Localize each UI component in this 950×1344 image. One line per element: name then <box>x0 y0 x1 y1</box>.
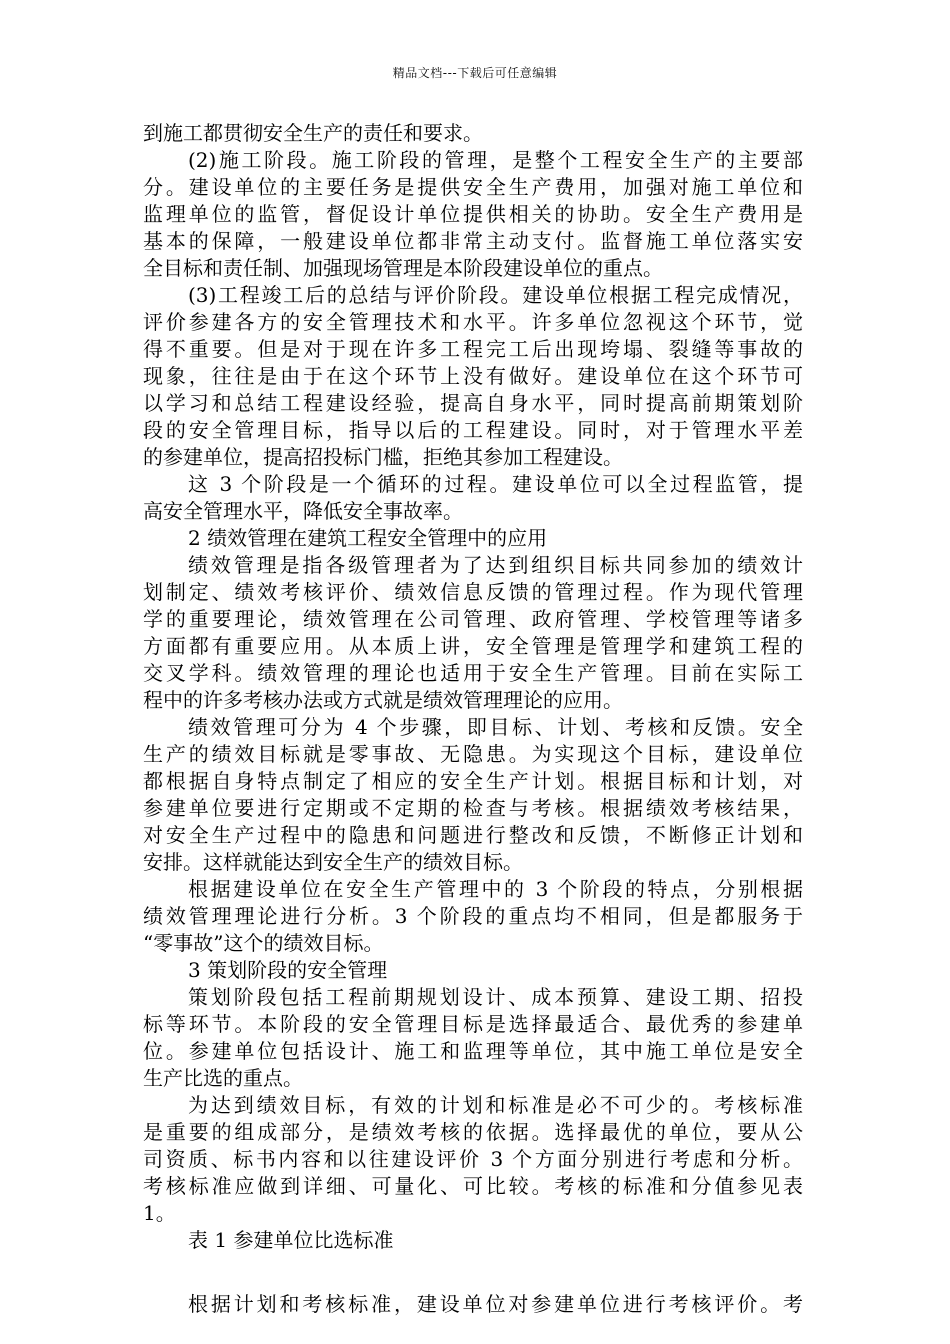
text-line: 绩效管理可分为 4 个步骤，即目标、计划、考核和反馈。安全 <box>188 715 803 739</box>
text-line: 监理单位的监管，督促设计单位提供相关的协助。安全生产费用是 <box>143 202 803 226</box>
text-line: 都根据自身特点制定了相应的安全生产计划。根据目标和计划，对 <box>143 769 803 793</box>
text-line: 1。 <box>143 1201 176 1225</box>
text-line: 得不重要。但是对于现在许多工程完工后出现垮塌、裂缝等事故的 <box>143 337 803 361</box>
text-line: (3)工程竣工后的总结与评价阶段。建设单位根据工程完成情况， <box>188 283 803 307</box>
text-line: 段的安全管理目标，指导以后的工程建设。同时，对于管理水平差 <box>143 418 803 442</box>
text-line: 高安全管理水平，降低安全事故率。 <box>143 499 463 523</box>
text-line: 以学习和总结工程建设经验，提高自身水平，同时提高前期策划阶 <box>143 391 803 415</box>
text-line: (2)施工阶段。施工阶段的管理，是整个工程安全生产的主要部 <box>188 148 803 172</box>
text-line: 位。参建单位包括设计、施工和监理等单位，其中施工单位是安全 <box>143 1039 803 1063</box>
text-line: 为达到绩效目标，有效的计划和标准是必不可少的。考核标准 <box>188 1093 803 1117</box>
blank-space <box>143 1254 803 1291</box>
text-line: 根据计划和考核标准，建设单位对参建单位进行考核评价。考 <box>188 1292 803 1316</box>
text-line: 司资质、标书内容和以往建设评价 3 个方面分别进行考虑和分析。 <box>143 1147 803 1171</box>
text-line: 根据建设单位在安全生产管理中的 3 个阶段的特点，分别根据 <box>188 877 803 901</box>
text-line: 程中的许多考核办法或方式就是绩效管理理论的应用。 <box>143 688 623 712</box>
text-line: 对安全生产过程中的隐患和问题进行整改和反馈，不断修正计划和 <box>143 823 803 847</box>
text-line: 标等环节。本阶段的安全管理目标是选择最适合、最优秀的参建单 <box>143 1012 803 1036</box>
text-line: 到施工都贯彻安全生产的责任和要求。 <box>143 121 483 145</box>
text-line: 交叉学科。绩效管理的理论也适用于安全生产管理。目前在实际工 <box>143 661 803 685</box>
page-header: 精品文档---下载后可任意编辑 <box>392 66 558 80</box>
text-line: 方面都有重要应用。从本质上讲，安全管理是管理学和建筑工程的 <box>143 634 803 658</box>
text-line: 考核标准应做到详细、可量化、可比较。考核的标准和分值参见表 <box>143 1174 803 1198</box>
text-line: 的参建单位，提高招投标门槛，拒绝其参加工程建设。 <box>143 445 623 469</box>
text-line: 学的重要理论，绩效管理在公司管理、政府管理、学校管理等诸多 <box>143 607 803 631</box>
text-line: 生产比选的重点。 <box>143 1066 303 1090</box>
text-line: 全目标和责任制、加强现场管理是本阶段建设单位的重点。 <box>143 256 663 280</box>
text-line: 分。建设单位的主要任务是提供安全生产费用，加强对施工单位和 <box>143 175 803 199</box>
text-line: 2 绩效管理在建筑工程安全管理中的应用 <box>188 526 548 550</box>
text-line: 现象，往往是由于在这个环节上没有做好。建设单位在这个环节可 <box>143 364 803 388</box>
text-line: 这 3 个阶段是一个循环的过程。建设单位可以全过程监管，提 <box>188 472 803 496</box>
text-line: 基本的保障，一般建设单位都非常主动支付。监督施工单位落实安 <box>143 229 803 253</box>
text-line: 3 策划阶段的安全管理 <box>188 958 388 982</box>
text-line: 参建单位要进行定期或不定期的检查与考核。根据绩效考核结果， <box>143 796 803 820</box>
text-line: “零事故”这个的绩效目标。 <box>143 931 384 955</box>
text-line: 安排。这样就能达到安全生产的绩效目标。 <box>143 850 523 874</box>
text-line: 策划阶段包括工程前期规划设计、成本预算、建设工期、招投 <box>188 985 803 1009</box>
document-body <box>143 120 803 1318</box>
text-line: 生产的绩效目标就是零事故、无隐患。为实现这个目标，建设单位 <box>143 742 803 766</box>
text-line: 绩效管理是指各级管理者为了达到组织目标共同参加的绩效计 <box>188 553 803 577</box>
text-line: 表 1 参建单位比选标准 <box>188 1228 394 1252</box>
text-line: 是重要的组成部分，是绩效考核的依据。选择最优的单位，要从公 <box>143 1120 803 1144</box>
text-line: 评价参建各方的安全管理技术和水平。许多单位忽视这个环节，觉 <box>143 310 803 334</box>
text-line: 绩效管理理论进行分析。3 个阶段的重点均不相同，但是都服务于 <box>143 904 803 928</box>
text-line: 划制定、绩效考核评价、绩效信息反馈的管理过程。作为现代管理 <box>143 580 803 604</box>
